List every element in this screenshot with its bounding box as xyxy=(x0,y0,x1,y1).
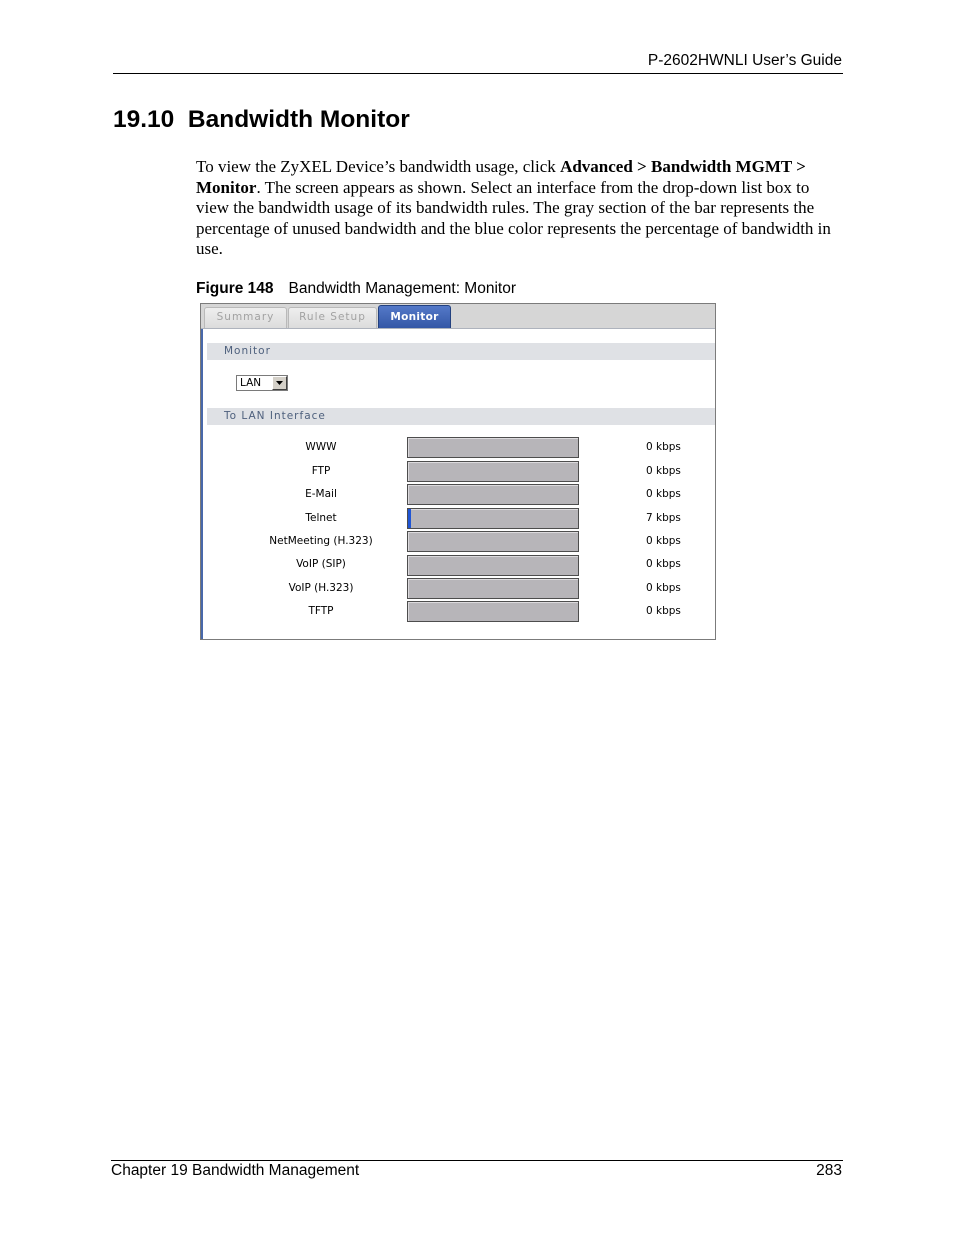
figure-caption-label: Figure 148 xyxy=(196,280,274,297)
usage-bar-fill xyxy=(408,509,411,528)
usage-bar xyxy=(407,531,579,552)
figure-caption-text: Bandwidth Management: Monitor xyxy=(288,280,516,297)
rule-service-label: TFTP xyxy=(308,605,334,618)
interface-dropdown-button[interactable] xyxy=(272,376,287,390)
section-number: 19.10 xyxy=(113,106,175,133)
rule-rate-value: 7 kbps xyxy=(646,511,681,524)
rule-row xyxy=(203,507,715,530)
rule-row xyxy=(203,553,715,576)
bandwidth-rule-list xyxy=(203,436,715,623)
rule-rate-value: 0 kbps xyxy=(646,464,681,477)
page-number: 283 xyxy=(816,1162,842,1179)
rule-row xyxy=(203,460,715,483)
rule-service-label: WWW xyxy=(305,441,337,454)
rule-row xyxy=(203,577,715,600)
section-title: Bandwidth Monitor xyxy=(187,106,410,133)
section-heading xyxy=(113,108,410,133)
rule-row xyxy=(203,436,715,459)
rule-row xyxy=(203,530,715,553)
running-header: P-2602HWNLI User’s Guide xyxy=(647,52,842,69)
rule-service-label: NetMeeting (H.323) xyxy=(269,534,373,547)
rule-service-label: Telnet xyxy=(305,511,337,524)
menu-path: Advanced > Bandwidth MGMT > Monitor xyxy=(196,157,806,197)
rule-rate-value: 0 kbps xyxy=(646,441,681,454)
rule-rate-value: 0 kbps xyxy=(646,581,681,594)
rule-rate-value: 0 kbps xyxy=(646,534,681,547)
usage-bar xyxy=(407,601,579,622)
footer-chapter: Chapter 19 Bandwidth Management xyxy=(111,1162,360,1179)
chevron-down-icon xyxy=(276,381,283,385)
usage-bar xyxy=(407,508,579,529)
section-header-monitor: Monitor xyxy=(207,343,715,360)
rule-row xyxy=(203,600,715,623)
tab-monitor[interactable]: Monitor xyxy=(378,305,451,328)
body-rest-text: . The screen appears as shown. Select an interface from the drop-down list box to view the bandwidth usage of its bandwidth rules. The gray section of the bar represents the percentage of unused bandwidth and the blue color represents the percentage of bandwidth in use. xyxy=(196,177,831,258)
rule-rate-value: 0 kbps xyxy=(646,488,681,501)
rule-service-label: FTP xyxy=(311,464,331,477)
usage-bar xyxy=(407,578,579,599)
interface-dropdown-value: LAN xyxy=(240,377,262,389)
usage-bar xyxy=(407,437,579,458)
rule-service-label: E-Mail xyxy=(305,488,337,501)
tab-bar xyxy=(201,304,715,329)
body-lead-text: To view the ZyXEL Device’s bandwidth usage, click xyxy=(196,157,561,176)
tab-summary[interactable]: Summary xyxy=(204,307,287,328)
rule-rate-value: 0 kbps xyxy=(646,558,681,571)
figure-caption xyxy=(196,281,516,297)
section-header-interface: To LAN Interface xyxy=(207,408,715,425)
bandwidth-monitor-screenshot xyxy=(200,303,716,640)
usage-bar xyxy=(407,555,579,576)
header-rule xyxy=(113,73,843,74)
interface-dropdown[interactable] xyxy=(236,375,288,391)
rule-service-label: VoIP (H.323) xyxy=(288,581,354,594)
monitor-panel xyxy=(201,329,715,639)
rule-service-label: VoIP (SIP) xyxy=(296,558,346,571)
body-paragraph xyxy=(196,157,841,260)
usage-bar xyxy=(407,484,579,505)
footer-rule xyxy=(111,1160,843,1161)
tab-rule-setup[interactable]: Rule Setup xyxy=(288,307,377,328)
usage-bar xyxy=(407,461,579,482)
rule-row xyxy=(203,483,715,506)
rule-rate-value: 0 kbps xyxy=(646,605,681,618)
